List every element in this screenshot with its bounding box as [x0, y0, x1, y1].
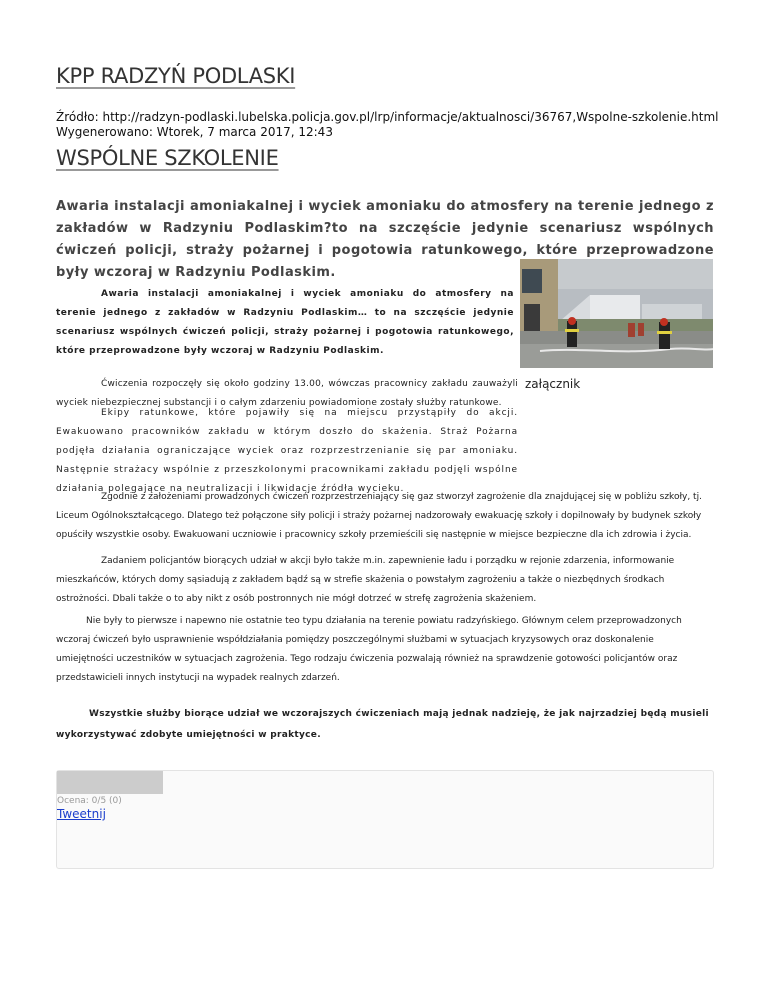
article-closing-paragraph: Wszystkie służby biorące udział we wczorajszych ćwiczeniach mają jednak nadzieję, że jak najrzadziej będą musieli wykorzystywać zdobyte umiejętności w praktyce. [56, 709, 709, 740]
article-photo[interactable] [520, 259, 713, 368]
rating-panel [56, 770, 714, 869]
article-paragraph: Nie były to pierwsze i napewno nie ostatnie teo typu działania na terenie powiatu radzyńskiego. Głównym celem przeprowadzonych wczoraj ćwiczeń było usprawnienie współdziałania pomiędzy poszczególnymi służbami w sytuacjach kryzysowych oraz doskonalenie umiejętności uczestników w sytuacjach zagrożenia. Tego rodzaju ćwiczenia pozwalają również na sprawdzenie gotowości policjantów oraz przedstawicieli innych instytucji na wypadek realnych zdarzeń. [56, 616, 682, 683]
source-url: Źródło: http://radzyn-podlaski.lubelska.policja.gov.pl/lrp/informacje/aktualnosci/36767,Wspolne-szkolenie.html [56, 110, 719, 124]
photo-caption: załącznik [525, 377, 581, 391]
article-paragraph: Zgodnie z założeniami prowadzonych ćwiczeń rozprzestrzeniający się gaz stworzył zagrożenie dla znajdującej się w pobliżu szkoły, tj. Liceum Ogólnokształcącego. Dlatego też połączone siły policji i straży pożarnej nadzorowały ewakuację szkoły i dopilnowały by budynek szkoły opuściły wszystkie osoby. Ewakuowani uczniowie i pracownicy szkoły przemieścili się następnie w miejsce bezpieczne dla ich zdrowia i życia. [56, 492, 702, 540]
article-title: WSPÓLNE SZKOLENIE [56, 146, 279, 170]
article-paragraph: Ćwiczenia rozpoczęły się około godziny 13.00, wówczas pracownicy zakładu zauważyli wyciek niebezpiecznej substancji i o całym zdarzeniu powiadomione zostały służby ratunkowe. [56, 379, 518, 408]
article-paragraph: Ekipy ratunkowe, które pojawiły się na miejscu przystąpiły do akcji. Ewakuowano pracowników zakładu w którym doszło do skażenia. Straż Pożarna podjęła działania ograniczające wyciek oraz rozprzestrzenianie się par amoniaku. Następnie strażacy wspólnie z przeszkolonymi pracownikami zakładu podjęli wspólne działania polegające na neutralizacji i likwidacje źródła wycieku. [56, 408, 518, 494]
article-lead: Awaria instalacji amoniakalnej i wyciek amoniaku do atmosfery na terenie jednego z zakładów w Radzyniu Podlaskim?to na szczęście jedynie scenariusz wspólnych ćwiczeń policji, straży pożarnej i pogotowia ratunkowego, które przeprowadzone były wczoraj w Radzyniu Podlaskim. [56, 199, 714, 280]
print-meta [56, 110, 719, 140]
firefighters-photo [520, 259, 713, 368]
rating-text: Ocena: 0/5 (0) [57, 796, 122, 806]
generated-date: Wygenerowano: Wtorek, 7 marca 2017, 12:43 [56, 125, 333, 139]
site-title: KPP RADZYŃ PODLASKI [56, 64, 296, 88]
article-paragraph: Zadaniem policjantów biorących udział w akcji było także m.in. zapewnienie ładu i porządku w rejonie zdarzenia, informowanie mieszkańców, których domy sąsiadują z zakładem bądź są w strefie skażenia o powstałym zagrożeniu a także o niezbędnych środkach ostrożności. Dbali także o to aby nikt z osób postronnych nie mógł dotrzeć w strefę zagrożenia skażeniem. [56, 556, 675, 604]
rating-stars-bar[interactable] [57, 771, 163, 794]
article-paragraph: Awaria instalacji amoniakalnej i wyciek amoniaku do atmosfery na terenie jednego z zakładów w Radzyniu Podlaskim… to na szczęście jedynie scenariusz wspólnych ćwiczeń policji, straży pożarnej i pogotowia ratunkowego, które przeprowadzone były wczoraj w Radzyniu Podlaskim. [56, 289, 514, 356]
tweet-link[interactable]: Tweetnij [57, 807, 106, 821]
